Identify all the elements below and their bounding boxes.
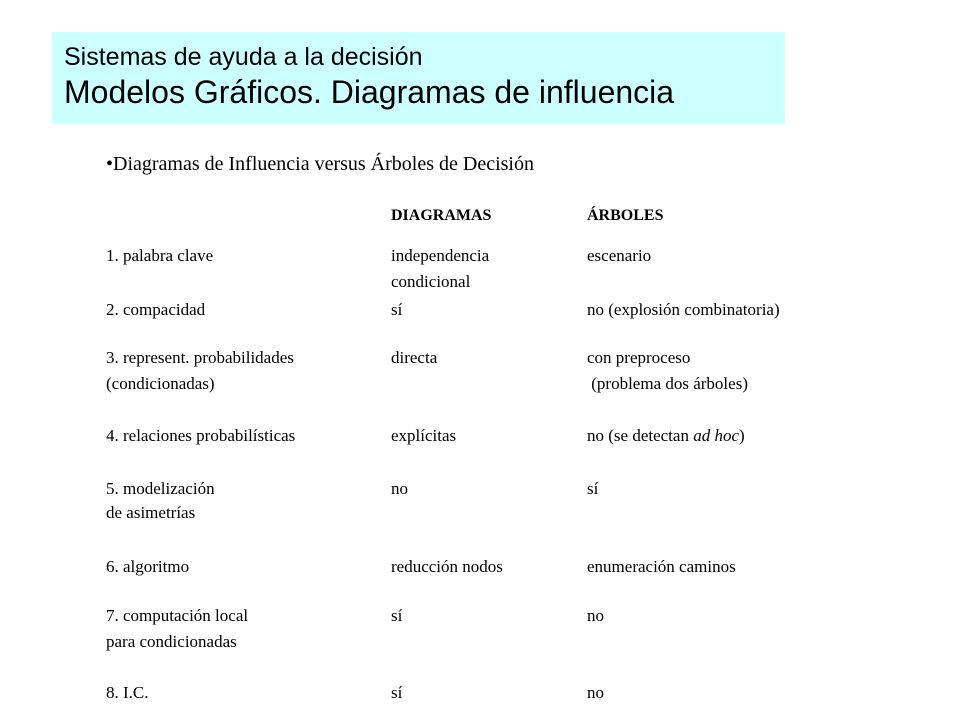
row-4-diagramas: explícitas [391, 426, 457, 445]
row-8-arboles: no [587, 683, 604, 702]
row-5-diagramas: no [391, 479, 408, 498]
title-line-2: Modelos Gráficos. Diagramas de influencia [64, 74, 675, 110]
row-1-diagramas-line-1: independencia [391, 246, 490, 265]
row-3-diagramas: directa [391, 348, 438, 367]
title-banner [52, 32, 785, 124]
row-5-arboles: sí [587, 479, 599, 498]
row-4-arboles-prefix: no (se detectan [587, 426, 694, 445]
row-5-label-line-2: de asimetrías [106, 503, 196, 522]
row-8-label: 8. I.C. [106, 683, 149, 702]
row-6-label: 6. algoritmo [106, 557, 190, 576]
row-7-label-line-1: 7. computación local [106, 606, 249, 625]
row-2-label: 2. compacidad [106, 300, 206, 319]
row-7-label-line-2: para condicionadas [106, 632, 237, 651]
row-6-diagramas: reducción nodos [391, 557, 503, 576]
row-1-label: 1. palabra clave [106, 246, 214, 265]
row-4-arboles-suffix: ) [739, 426, 745, 445]
row-4-arboles-italic: ad hoc [693, 426, 739, 445]
row-5-label-line-1: 5. modelización [106, 479, 215, 498]
row-3-label-line-1: 3. represent. probabilidades [106, 348, 294, 367]
header-diagramas: DIAGRAMAS [391, 207, 492, 224]
header-arboles: ÁRBOLES [587, 207, 664, 224]
row-1-diagramas-line-2: condicional [391, 272, 471, 291]
row-1-arboles: escenario [587, 246, 652, 265]
row-3-label-line-2: (condicionadas) [106, 374, 215, 393]
row-2-diagramas: sí [391, 300, 403, 319]
row-7-diagramas: sí [391, 606, 403, 625]
row-6-arboles: enumeración caminos [587, 557, 736, 576]
row-3-arboles-line-2: (problema dos árboles) [587, 374, 748, 393]
bullet-subtitle: •Diagramas de Influencia versus Árboles de Decisión [106, 153, 534, 175]
row-4-label: 4. relaciones probabilísticas [106, 426, 296, 445]
row-4-arboles [587, 424, 745, 448]
row-8-diagramas: sí [391, 683, 403, 702]
row-7-arboles: no [587, 606, 604, 625]
row-3-arboles-line-1: con preproceso [587, 348, 691, 367]
row-2-arboles: no (explosión combinatoria) [587, 300, 780, 319]
title-line-1: Sistemas de ayuda a la decisión [64, 43, 423, 71]
